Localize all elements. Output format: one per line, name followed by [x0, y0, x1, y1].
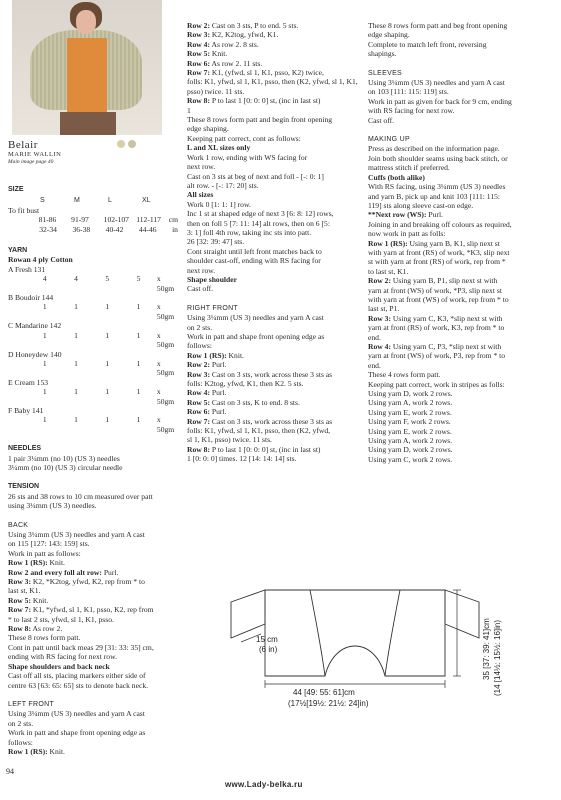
row-label: Row 1 (RS): [187, 350, 227, 360]
subheading: Shape shoulder [187, 274, 238, 284]
pattern-row [368, 239, 556, 248]
pattern-row [187, 388, 361, 397]
row-text: K1, *yfwd, sl 1, K1, psso, K2, rep from [31, 605, 154, 615]
instruction-line: shoulder cast-off, ending with RS facing for [187, 256, 321, 266]
row-label: Row 8: [187, 96, 210, 106]
yarn-qty: 1 [105, 387, 110, 397]
instruction-line: Inc 1 st at shaped edge of next 3 [6: 8: 12] rows, [187, 209, 334, 219]
instruction-line: Using yarn E, work 2 rows. [368, 426, 452, 436]
yarn-row [8, 293, 178, 321]
instruction-line: centre 63 [63: 65: 65] sts to denote back neck. [8, 680, 149, 690]
yarn-name: A Fresh 131 [8, 264, 46, 274]
row-text: P to last 1 [0: 0: 0] st, (inc in last st) [210, 96, 321, 106]
photo-face [76, 10, 96, 34]
instruction-line: folls: K1, yfwd, sl 1, K1, psso, then (K2, yfwd, [187, 426, 331, 436]
yarn-qty: 1 [42, 358, 47, 368]
size-heading: SIZE [8, 186, 24, 193]
model-photo [12, 0, 162, 135]
color-swatch [117, 140, 125, 148]
pattern-row [187, 398, 361, 407]
instruction-line: next row. [187, 265, 216, 275]
front-edge-left [310, 590, 325, 676]
instruction-line: Cast off all sts, placing markers either side of [8, 671, 146, 681]
height-dimension-inches: (14 [14½: 15½: 16]in) [493, 619, 502, 696]
row-label: Row 7: [187, 416, 210, 426]
yarn-unit: x 50gm [156, 387, 175, 406]
row-text: Knit. [47, 746, 65, 756]
row-label: Row 2: [187, 21, 210, 30]
tension-line: using 3¼mm (US 3) needles. [8, 501, 97, 511]
row-text: Using yarn C, K3, *slip next st with [391, 313, 503, 323]
row-text: As row 2. 8 sts. [210, 39, 259, 49]
size-in: 36-38 [72, 224, 91, 234]
yarn-heading: YARN [8, 247, 28, 255]
size-cm: 112-117 [136, 215, 161, 225]
yarn-table [8, 265, 178, 434]
yarn-unit: x 50gm [156, 358, 175, 378]
yarn-row [8, 350, 178, 378]
instruction-line: Work in patt and shape front opening edge as [187, 332, 325, 341]
instruction-line: Using yarn E, work 2 rows. [368, 407, 452, 417]
yarn-unit: x 50gm [156, 274, 175, 293]
yarn-row [8, 406, 178, 434]
sleeves-heading: SLEEVES [368, 69, 403, 77]
yarn-row [8, 378, 178, 406]
instruction-line: These 8 rows form patt and begin front opening [187, 115, 333, 125]
instruction-line: alt row. - [-: 17: 20] sts. [187, 180, 259, 190]
instruction-line: Joining in and breaking off colours as required, [368, 219, 512, 229]
making-up-heading: MAKING UP [368, 136, 410, 144]
unit-cm: cm [168, 215, 179, 225]
instruction-line: shapings. [368, 49, 397, 59]
instruction-line: now work in patt as folls: [368, 229, 446, 239]
size-labels [8, 196, 178, 205]
pattern-row [368, 276, 556, 285]
row-text: Using yarn C, P3, *slip next st with [391, 342, 502, 351]
pattern-row [187, 417, 361, 426]
instruction-line: Join both shoulder seams using back stitch, or [368, 153, 508, 163]
pattern-row [187, 445, 361, 454]
pattern-row [8, 568, 178, 577]
instruction-line: on 2 sts. [8, 718, 34, 728]
row-text: K1, (yfwd, sl 1, K1, psso, K2) twice, [210, 68, 324, 78]
instruction-line: end. [368, 332, 381, 342]
instruction-line: Complete to match left front, reversing [368, 39, 487, 49]
size-in: 32-34 [39, 224, 57, 234]
instruction-line: Using yarn F, work 2 rows. [368, 417, 451, 427]
height-dimension-label: 35 [37: 39: 41]cm [482, 618, 491, 680]
yarn-qty: 5 [105, 274, 110, 284]
instruction-line: follows: [187, 341, 212, 351]
pattern-row [187, 30, 361, 39]
instruction-line: and yarn B, pick up and knit 103 [111: 115: [368, 191, 501, 201]
instruction-line: Cont straight until left front matches back to [187, 246, 322, 256]
tension-line: 26 sts and 38 rows to 10 cm measured over patt [8, 491, 153, 501]
pattern-row [368, 342, 556, 351]
sleeve-dimension-label: 15 cm [256, 635, 278, 644]
row-text: Using yarn B, P1, slip next st with [391, 276, 498, 286]
yarn-unit: x 50gm [156, 302, 175, 321]
instruction-line: yarn at front (WS) of work, *P3, slip next st [368, 285, 502, 295]
tension-heading: TENSION [8, 483, 40, 491]
row-label: Row 3: [187, 369, 210, 379]
instruction-line: Work 0 [1: 1: 1] row. [187, 199, 251, 209]
width-dimension-label: 44 [49: 55: 61]cm [293, 688, 355, 697]
right-sleeve-outline [445, 590, 479, 638]
size-cm-row [8, 215, 178, 224]
row-text: Purl. [426, 210, 443, 220]
column-middle [187, 21, 361, 464]
instruction-line: folls: K2tog, yfwd, K1, then K2. 5 sts. [187, 379, 304, 389]
pattern-row [187, 351, 361, 360]
row-text: Cast on 3 sts, work across these 3 sts as [210, 416, 333, 426]
instruction-line: to last st, K1. [368, 266, 409, 276]
size-label: XL [142, 197, 151, 205]
row-text: Cast on 3 sts, K to end. 8 sts. [210, 397, 300, 407]
instruction-line: on 2 sts. [187, 322, 213, 332]
yarn-qty: 4 [74, 274, 78, 284]
instruction-line: then on foll 5 [7: 11: 14] alt rows, then on 6 [5: [187, 218, 330, 228]
instruction-line: yarn at front (WS) of work, P3, rep from * to [368, 351, 506, 361]
instruction-line: These 8 rows form patt. [8, 633, 81, 643]
instruction-line: Using yarn A, work 2 rows. [368, 398, 453, 408]
instruction-line: Cast off. [368, 115, 395, 125]
pattern-row [187, 360, 361, 369]
pattern-row [368, 314, 556, 323]
website-footer: www.Lady-belka.ru [225, 780, 303, 789]
yarn-qty: 1 [105, 302, 110, 312]
row-label: Row 1 (RS): [8, 558, 48, 568]
pattern-row [187, 40, 361, 49]
instruction-line: These 8 rows form patt and beg front opening [368, 21, 508, 30]
instruction-line: Using 3¼mm (US 3) needles and yarn A cast [368, 78, 505, 88]
row-label: Row 4: [368, 342, 391, 351]
yarn-qty: 1 [42, 415, 47, 425]
row-text: Purl. [210, 407, 227, 417]
width-dimension-inches: (17½[19½: 21½: 24]in) [288, 699, 369, 708]
instruction-line: mattress stitch if preferred. [368, 163, 450, 173]
instruction-line: on 115 [127: 143: 159] sts. [8, 539, 90, 549]
row-label: Row 7: [187, 68, 210, 78]
yarn-qty: 1 [74, 387, 78, 397]
yarn-qty: 4 [42, 274, 47, 284]
pattern-row [8, 558, 178, 567]
yarn-qty: 1 [74, 415, 78, 425]
instruction-line: Press as described on the information page. [368, 144, 500, 154]
instruction-line: end. [368, 360, 381, 370]
needles-line: 3¼mm (no 10) (US 3) circular needle [8, 462, 123, 472]
instruction-line: yarn at front (RS) of work, K3, rep from * to [368, 323, 505, 333]
yarn-name: D Honeydew 140 [8, 349, 62, 359]
left-sleeve-outline [231, 590, 265, 638]
instruction-line: These 4 rows form patt. [368, 370, 441, 380]
color-swatch [128, 140, 136, 148]
row-label: **Next row (WS): [368, 210, 427, 220]
instruction-line: with RS facing for next row. [368, 106, 455, 116]
instruction-line: on 103 [111: 115: 119] sts. [368, 87, 449, 97]
needles-line: 1 pair 3¼mm (no 10) (US 3) needles [8, 453, 120, 463]
fit-label: To fit bust [8, 205, 40, 215]
subheading: All sizes [187, 190, 214, 200]
yarn-unit: x 50gm [156, 415, 175, 434]
body-outline [265, 590, 445, 676]
size-cm: 102-107 [103, 215, 129, 225]
pattern-row [187, 407, 361, 416]
instruction-line: Cast off. [187, 284, 214, 294]
yarn-unit: x 50gm [156, 330, 175, 350]
yarn-qty: 1 [136, 387, 141, 397]
yarn-qty: 1 [74, 302, 78, 312]
instruction-line: sl 1, K1, psso) twice. 11 sts. [187, 435, 272, 445]
yarn-qty: 1 [136, 302, 141, 312]
size-cm: 91-97 [71, 215, 89, 225]
size-in-row [8, 225, 178, 234]
yarn-row [8, 321, 178, 349]
instruction-line: Using yarn D, work 2 rows. [368, 445, 453, 455]
instruction-line: Cont in patt until back meas 29 [31: 33: 35] cm, [8, 642, 154, 652]
instruction-line: Work 1 row, ending with WS facing for [187, 152, 308, 162]
instruction-line: Using 3¼mm (US 3) needles and yarn A cast [8, 709, 145, 719]
yarn-name: F Baby 141 [8, 405, 44, 415]
pattern-row [8, 624, 178, 633]
instruction-line: Keeping patt correct, cont as follows: [187, 133, 301, 143]
instruction-line: edge shaping. [187, 124, 229, 134]
pattern-row [187, 370, 361, 379]
pattern-row [8, 577, 178, 586]
instruction-line: Work in patt and shape front opening edge as [8, 728, 146, 738]
yarn-qty: 1 [105, 358, 110, 368]
yarn-qty: 1 [136, 415, 141, 425]
instruction-line: Keeping patt correct, work in stripes as folls: [368, 379, 505, 389]
row-label: Row 3: [8, 577, 31, 587]
column-right [368, 21, 556, 464]
pattern-row [368, 210, 556, 219]
instruction-line: last st, K1. [8, 586, 41, 596]
size-label: M [74, 197, 80, 205]
subheading: L and XL sizes only [187, 143, 251, 153]
yarn-qty: 1 [105, 415, 110, 425]
row-text: P to last 1 [0: 0: 0] st, (inc in last st) [210, 444, 321, 454]
instruction-line: folls: K1, yfwd, sl 1, K1, psso, then (K2, yfwd, sl 1, K1, psso) twice. 11 sts. [187, 77, 358, 96]
yarn-row [8, 265, 178, 293]
instruction-line: 1 [0: 0: 0] times. 12 [14: 14: 14] sts. [187, 454, 297, 464]
row-label: Row 5: [187, 49, 210, 59]
row-label: Row 6: [187, 407, 210, 417]
row-label: Row 7: [8, 605, 31, 615]
row-text: Knit. [210, 49, 228, 59]
row-label: Row 3: [368, 313, 391, 323]
instruction-line: Cast on 3 sts at beg of next and foll - [-: 0: 1] [187, 171, 324, 181]
instruction-line: follows: [8, 737, 33, 747]
size-label: S [40, 197, 45, 205]
row-text: Knit. [226, 350, 244, 360]
needles-heading: NEEDLES [8, 445, 42, 453]
instruction-line: Work in patt as given for back for 9 cm, ending [368, 96, 512, 106]
yarn-qty: 1 [136, 330, 141, 340]
instruction-line: ending with RS facing for next row. [8, 652, 117, 662]
row-text: As row 2. 11 sts. [210, 58, 263, 68]
pattern-row [187, 68, 361, 77]
yarn-qty: 1 [42, 330, 47, 340]
page-number: 94 [6, 767, 14, 776]
row-label: Row 3: [187, 30, 210, 40]
instruction-line: * to last 2 sts, yfwd, sl 1, K1, psso. [8, 614, 114, 624]
row-text: Knit. [47, 558, 65, 568]
row-text: K2, *K2tog, yfwd, K2, rep from * to [31, 577, 145, 587]
row-label: Row 6: [187, 58, 210, 68]
instruction-line: with yarn at front (RS) of work, *K3, slip next [368, 247, 510, 257]
row-label: Row 5: [187, 397, 210, 407]
row-text: K2, K2tog, yfwd, K1. [210, 30, 279, 40]
row-label: Row 2 and every foll alt row: [8, 567, 102, 577]
instruction-line: next row. [187, 162, 216, 172]
row-label: Row 2: [368, 276, 391, 286]
size-cm: 81-86 [38, 215, 57, 225]
row-label: Row 8: [8, 624, 31, 634]
row-text: Cast on 3 sts, work across these 3 sts as [210, 369, 333, 379]
size-in: 40-42 [105, 224, 124, 234]
yarn-qty: 1 [105, 330, 110, 340]
left-front-heading: LEFT FRONT [8, 700, 55, 708]
pattern-title: Belair [8, 139, 38, 151]
row-label: Row 2: [187, 360, 210, 370]
instruction-line: 119] sts along sleeve cast-on edge. [368, 200, 474, 210]
instruction-line: st with yarn at front (RS) of work, rep from * [368, 257, 506, 267]
front-edge-right [385, 590, 400, 676]
instruction-line: Using 3¼mm (US 3) needles and yarn A cast [187, 313, 324, 323]
unit-in: in [172, 224, 178, 234]
size-label: L [108, 197, 112, 205]
instruction-line: Using yarn D, work 2 rows. [368, 389, 453, 399]
back-heading: BACK [8, 521, 29, 529]
instruction-line: with yarn at front (WS) of work, rep from * to [368, 294, 509, 304]
yarn-name: B Boudoir 144 [8, 293, 54, 303]
yarn-name: C Mandarine 142 [8, 321, 62, 331]
instruction-line: edge shaping. [368, 30, 410, 40]
instruction-line: Using 3¼mm (US 3) needles and yarn A cast [8, 530, 145, 539]
pattern-row [8, 747, 178, 756]
image-reference: Main image page 40 [8, 159, 54, 165]
row-label: Row 4: [187, 388, 210, 398]
yarn-qty: 1 [42, 387, 47, 397]
size-in: 44-46 [138, 224, 157, 234]
pattern-row [187, 21, 361, 30]
pattern-row [187, 96, 361, 105]
pattern-row [8, 596, 178, 605]
row-label: Row 1 (RS): [8, 746, 48, 756]
row-label: Row 1 (RS): [368, 238, 408, 248]
row-text: Purl. [210, 360, 227, 370]
subheading: Cuffs (both alike) [368, 172, 425, 182]
yarn-qty: 1 [74, 358, 78, 368]
yarn-qty: 1 [136, 358, 141, 368]
yarn-qty: 5 [136, 274, 141, 284]
row-text: Purl. [101, 567, 119, 577]
instruction-line: 3: 1] foll 4th row, taking inc sts into patt. [187, 227, 312, 237]
garment-outline [231, 590, 479, 676]
instruction-line: Using yarn C, work 2 rows. [368, 454, 453, 464]
designer-name: MARIE WALLIN [8, 151, 62, 158]
row-text: Knit. [31, 595, 49, 605]
subheading: Shape shoulders and back neck [8, 661, 110, 671]
row-text: Using yarn B, K1, slip next st [407, 238, 500, 248]
instruction-line: 26 [32: 39: 47] sts. [187, 237, 245, 247]
row-text: Purl. [210, 388, 227, 398]
instruction-line: With RS facing, using 3¼mm (US 3) needles [368, 182, 506, 192]
row-text: Cast on 3 sts, P to end. 5 sts. [210, 21, 299, 30]
yarn-subheading: Rowan 4 ply Cotton [8, 255, 73, 265]
yarn-qty: 1 [74, 330, 78, 340]
pattern-row [187, 59, 361, 68]
row-label: Row 5: [8, 595, 31, 605]
instruction-line: 1 [187, 105, 191, 115]
instruction-line: last st, P1. [368, 304, 400, 314]
row-label: Row 4: [187, 39, 210, 49]
column-left [8, 176, 178, 756]
photo-skirt [60, 112, 116, 135]
right-front-heading: RIGHT FRONT [187, 304, 239, 312]
pattern-row [8, 605, 178, 614]
instruction-line: Using yarn A, work 2 rows. [368, 436, 453, 446]
yarn-qty: 1 [42, 302, 47, 312]
instruction-line: Work in patt as follows: [8, 548, 81, 558]
row-text: As row 2. [31, 624, 63, 634]
yarn-name: E Cream 153 [8, 377, 49, 387]
row-label: Row 8: [187, 444, 210, 454]
sleeve-dimension-inches: (6 in) [259, 645, 278, 654]
pattern-row [187, 49, 361, 58]
